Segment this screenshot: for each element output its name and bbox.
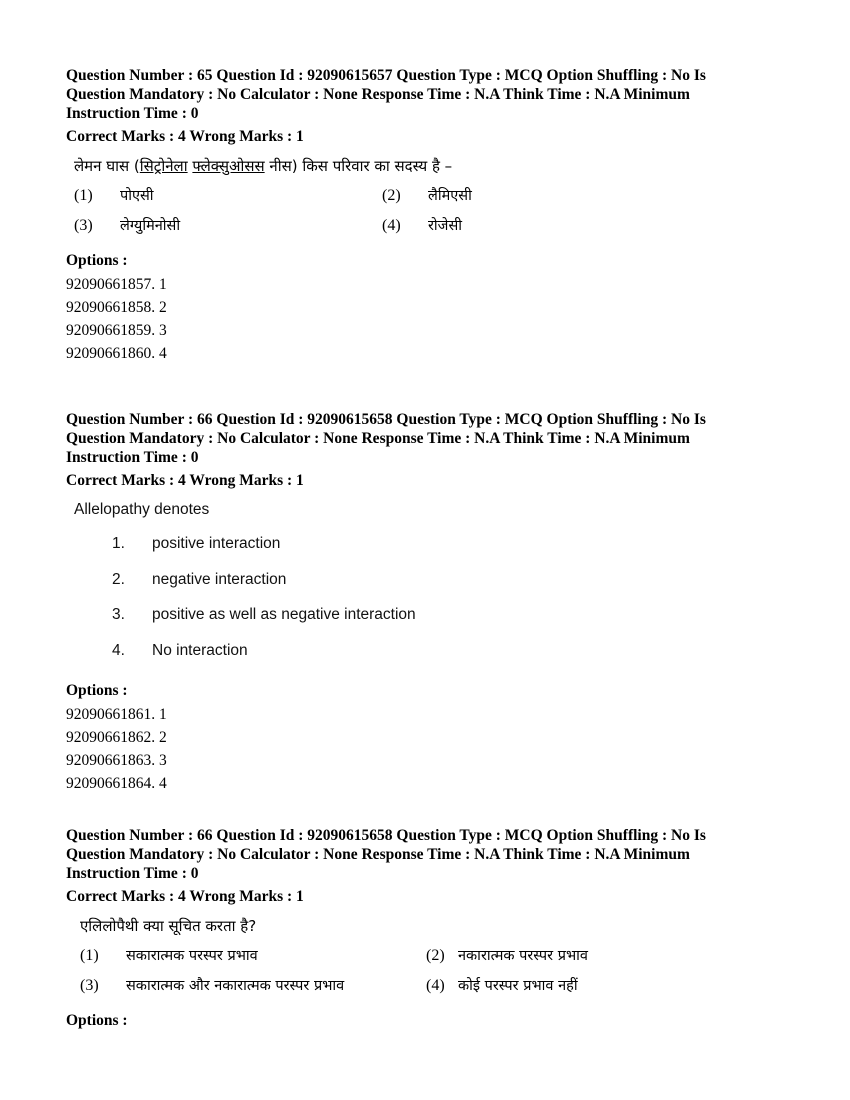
options-label: Options :	[66, 682, 128, 699]
choice-text: negative interaction	[152, 570, 287, 588]
answer-choice	[426, 945, 726, 967]
marks-line: Correct Marks : 4 Wrong Marks : 1	[66, 888, 304, 905]
choice-text: No interaction	[152, 641, 248, 659]
answer-choice	[80, 975, 426, 997]
meta-line: Question Number : 66 Question Id : 92090615658 Question Type : MCQ Option Shuffling : No Is	[66, 827, 706, 844]
choice-number: (4)	[382, 217, 401, 234]
answer-choice	[74, 185, 382, 207]
meta-line: Instruction Time : 0	[66, 105, 199, 122]
choice-text: लैमिएसी	[428, 188, 472, 204]
choice-text: कोई परस्पर प्रभाव नहीं	[458, 978, 578, 994]
option-id: 92090661859. 3	[66, 322, 167, 339]
choice-number: (1)	[80, 947, 99, 964]
choice-text: रोजेसी	[428, 218, 463, 234]
choice-text: सकारात्मक परस्पर प्रभाव	[126, 948, 258, 964]
meta-line: Question Mandatory : No Calculator : None Response Time : N.A Think Time : N.A Minimum	[66, 86, 690, 103]
question-text	[74, 155, 786, 177]
choice-number: (2)	[382, 187, 401, 204]
meta-line: Question Number : 65 Question Id : 92090615657 Question Type : MCQ Option Shuffling : No Is	[66, 67, 706, 84]
option-id: 92090661862. 2	[66, 729, 167, 746]
option-id-list	[66, 703, 786, 795]
choice-number: (3)	[74, 217, 93, 234]
option-id: 92090661861. 1	[66, 706, 167, 723]
marks-line: Correct Marks : 4 Wrong Marks : 1	[66, 128, 304, 145]
question-meta	[66, 826, 786, 883]
choice-number: 4.	[112, 641, 125, 659]
question-block-66-en	[66, 410, 786, 795]
answer-choices	[112, 533, 786, 675]
choice-number: 1.	[112, 535, 125, 552]
question-block-65	[66, 66, 786, 365]
question-meta	[66, 410, 786, 467]
answer-choice	[112, 640, 786, 676]
option-id: 92090661864. 4	[66, 775, 167, 792]
option-id-list	[66, 273, 786, 365]
answer-choice	[112, 533, 786, 569]
choice-text: लेग्युमिनोसी	[120, 218, 181, 234]
question-text-underlined: सिट्रोनेला	[139, 157, 188, 175]
option-id: 92090661858. 2	[66, 299, 167, 316]
choice-text: पोएसी	[120, 188, 154, 204]
answer-choices	[74, 185, 786, 237]
answer-choice	[80, 945, 426, 967]
choice-text: positive as well as negative interaction	[152, 606, 416, 623]
answer-choice	[112, 604, 786, 640]
question-text-underlined: फ्लेक्सुओसस	[192, 157, 265, 175]
meta-line: Instruction Time : 0	[66, 865, 199, 882]
question-text: एलिलोपैथी क्या सूचित करता है?	[80, 917, 257, 935]
question-block-66-hi	[66, 826, 786, 1030]
meta-line: Question Mandatory : No Calculator : None Response Time : N.A Think Time : N.A Minimum	[66, 430, 690, 447]
answer-choice	[74, 215, 382, 237]
question-text: Allelopathy denotes	[74, 501, 210, 518]
meta-line: Question Mandatory : No Calculator : None Response Time : N.A Think Time : N.A Minimum	[66, 846, 690, 863]
choice-text: सकारात्मक और नकारात्मक परस्पर प्रभाव	[126, 978, 345, 994]
options-label: Options :	[66, 1012, 128, 1029]
answer-choice	[382, 185, 682, 207]
option-id: 92090661863. 3	[66, 752, 167, 769]
choice-number: (1)	[74, 187, 93, 204]
question-text-part: नीस) किस परिवार का सदस्य है –	[264, 157, 453, 175]
answer-choice	[112, 569, 786, 605]
choice-number: (2)	[426, 947, 445, 964]
meta-line: Instruction Time : 0	[66, 449, 199, 466]
answer-choices	[80, 945, 786, 997]
choice-text: positive interaction	[152, 535, 281, 552]
option-id: 92090661860. 4	[66, 345, 167, 362]
choice-number: 3.	[112, 606, 125, 623]
choice-number: 2.	[112, 570, 125, 588]
marks-line: Correct Marks : 4 Wrong Marks : 1	[66, 472, 304, 489]
option-id: 92090661857. 1	[66, 276, 167, 293]
answer-choice	[426, 975, 726, 997]
choice-number: (4)	[426, 977, 445, 994]
answer-choice	[382, 215, 682, 237]
meta-line: Question Number : 66 Question Id : 92090615658 Question Type : MCQ Option Shuffling : No Is	[66, 411, 706, 428]
choice-number: (3)	[80, 977, 99, 994]
question-text-part: लेमन घास (	[74, 157, 140, 175]
options-label: Options :	[66, 252, 128, 269]
question-meta	[66, 66, 786, 123]
choice-text: नकारात्मक परस्पर प्रभाव	[458, 948, 588, 964]
